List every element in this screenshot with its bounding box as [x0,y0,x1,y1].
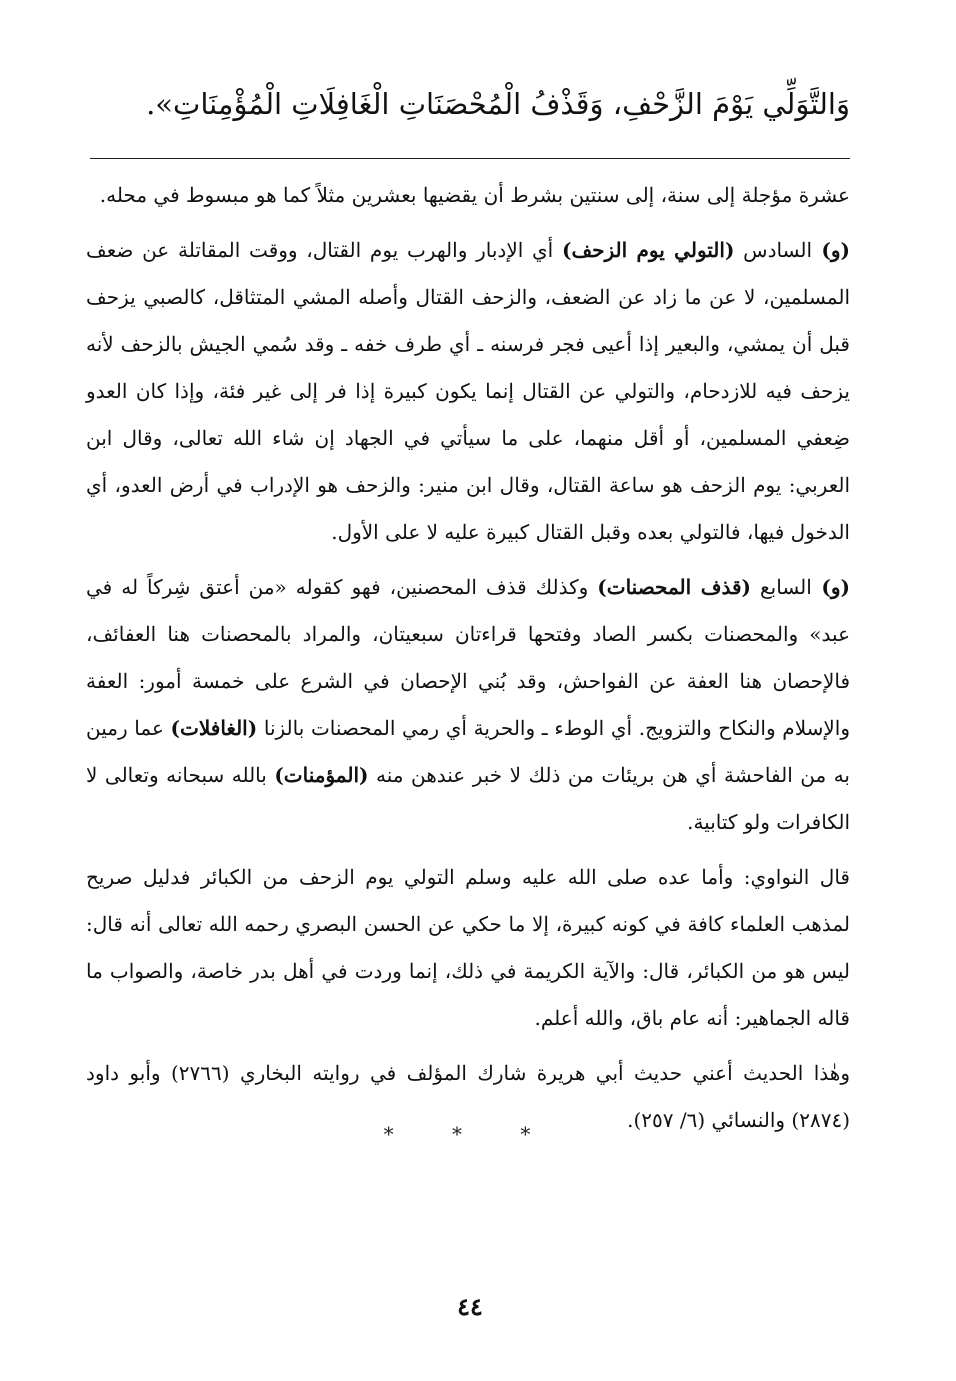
bold-term: (المؤمنات) [274,763,369,787]
commentary-paragraph-3 [86,564,850,846]
commentary-block [86,172,850,1152]
bold-term: (الغافلات) [170,716,258,740]
paragraph-text: وكذلك قذف المحصنين، فهو كقوله «من أعتق شِركاً له في عبد» والمحصنات بكسر الصاد وفتحها قراءتان سبعيتان، والمراد بالمحصنات هنا العفائف، فالإحصان هنا العفة عن الفواحش، وقد بُني الإحصان في الشرع على خمسة أمور: العفة والإسلام والنكاح والتزويج. أي الوطء ـ والحرية أي رمي المحصنات بالزنا [86,575,851,740]
bold-term: (قذف المحصنات) [597,575,752,599]
paragraph-marker: (و) [812,238,851,262]
commentary-paragraph-2 [86,227,850,556]
paragraph-text: أي الإدبار والهرب يوم القتال، ووقت المقاتلة عن ضعف المسلمين، لا عن ما زاد عن الضعف، والزحف القتال وأصله المشي المتثاقل، كالصبي يزحف قبل أن يمشي، والبعير إذا أعيى فجر فرسنه ـ أي طرف خفه ـ وقد سُمي الجيش بالزحف لأنه يزحف فيه للازدحام، والتولي عن القتال إنما يكون كبيرة إذا فر إلى غير فئة، وإذا كان العدو ضِعفي المسلمين، أو أقل منهما، على ما سيأتي في الجهاد إن شاء الله تعالى، وقال ابن العربي: يوم الزحف هو ساعة القتال، وقال ابن منير: والزحف هو الإدراب في أرض العدو، أي الدخول فيها، فالتولي بعده وقبل القتال كبيرة عليه لا على الأول. [86,238,850,544]
bold-term: (التولي يوم الزحف) [561,238,735,262]
paragraph-text: بالله سبحانه وتعالى لا الكافرات ولو كتابية. [86,763,850,834]
commentary-paragraph-1: عشرة مؤجلة إلى سنة، إلى سنتين بشرط أن يقضيها بعشرين مثلاً كما هو مبسوط في محله. [99,183,850,207]
footnote-divider [90,158,850,159]
paragraph-text: عما رمين به من الفاحشة أي هن بريئات من ذلك لا خبر عندهن منه [86,716,850,787]
paragraph-marker: (و) [811,575,851,599]
commentary-paragraph-5: وهٰذا الحديث أعني حديث أبي هريرة شارك المؤلف في روايته البخاري (٢٧٦٦) وأبو داود (٢٨٧٤) والنسائي (٦/ ٢٥٧). [86,1061,850,1132]
hadith-text-line: وَالتَّوَلِّي يَوْمَ الزَّحْفِ، وَقَذْفُ الْمُحْصَنَاتِ الْغَافِلَاتِ الْمُؤْمِنَاتِ». [146,87,850,121]
commentary-paragraph-4: قال النواوي: وأما عده صلى الله عليه وسلم التولي يوم الزحف من الكبائر فدليل صريح لمذهب العلماء كافة في كونه كبيرة، إلا ما حكي عن الحسن البصري رحمه الله تعالى أنه قال: ليس هو من الكبائر، قال: والآية الكريمة في ذلك، إنما وردت في أهل بدر خاصة، والصواب ما قاله الجماهير: أنه عام باق، والله أعلم. [86,865,850,1030]
paragraph-text: السادس [734,238,813,262]
page-number: ٤٤ [457,1292,483,1321]
section-separator-stars: * * * [383,1122,557,1146]
paragraph-text: السابع [751,575,812,599]
